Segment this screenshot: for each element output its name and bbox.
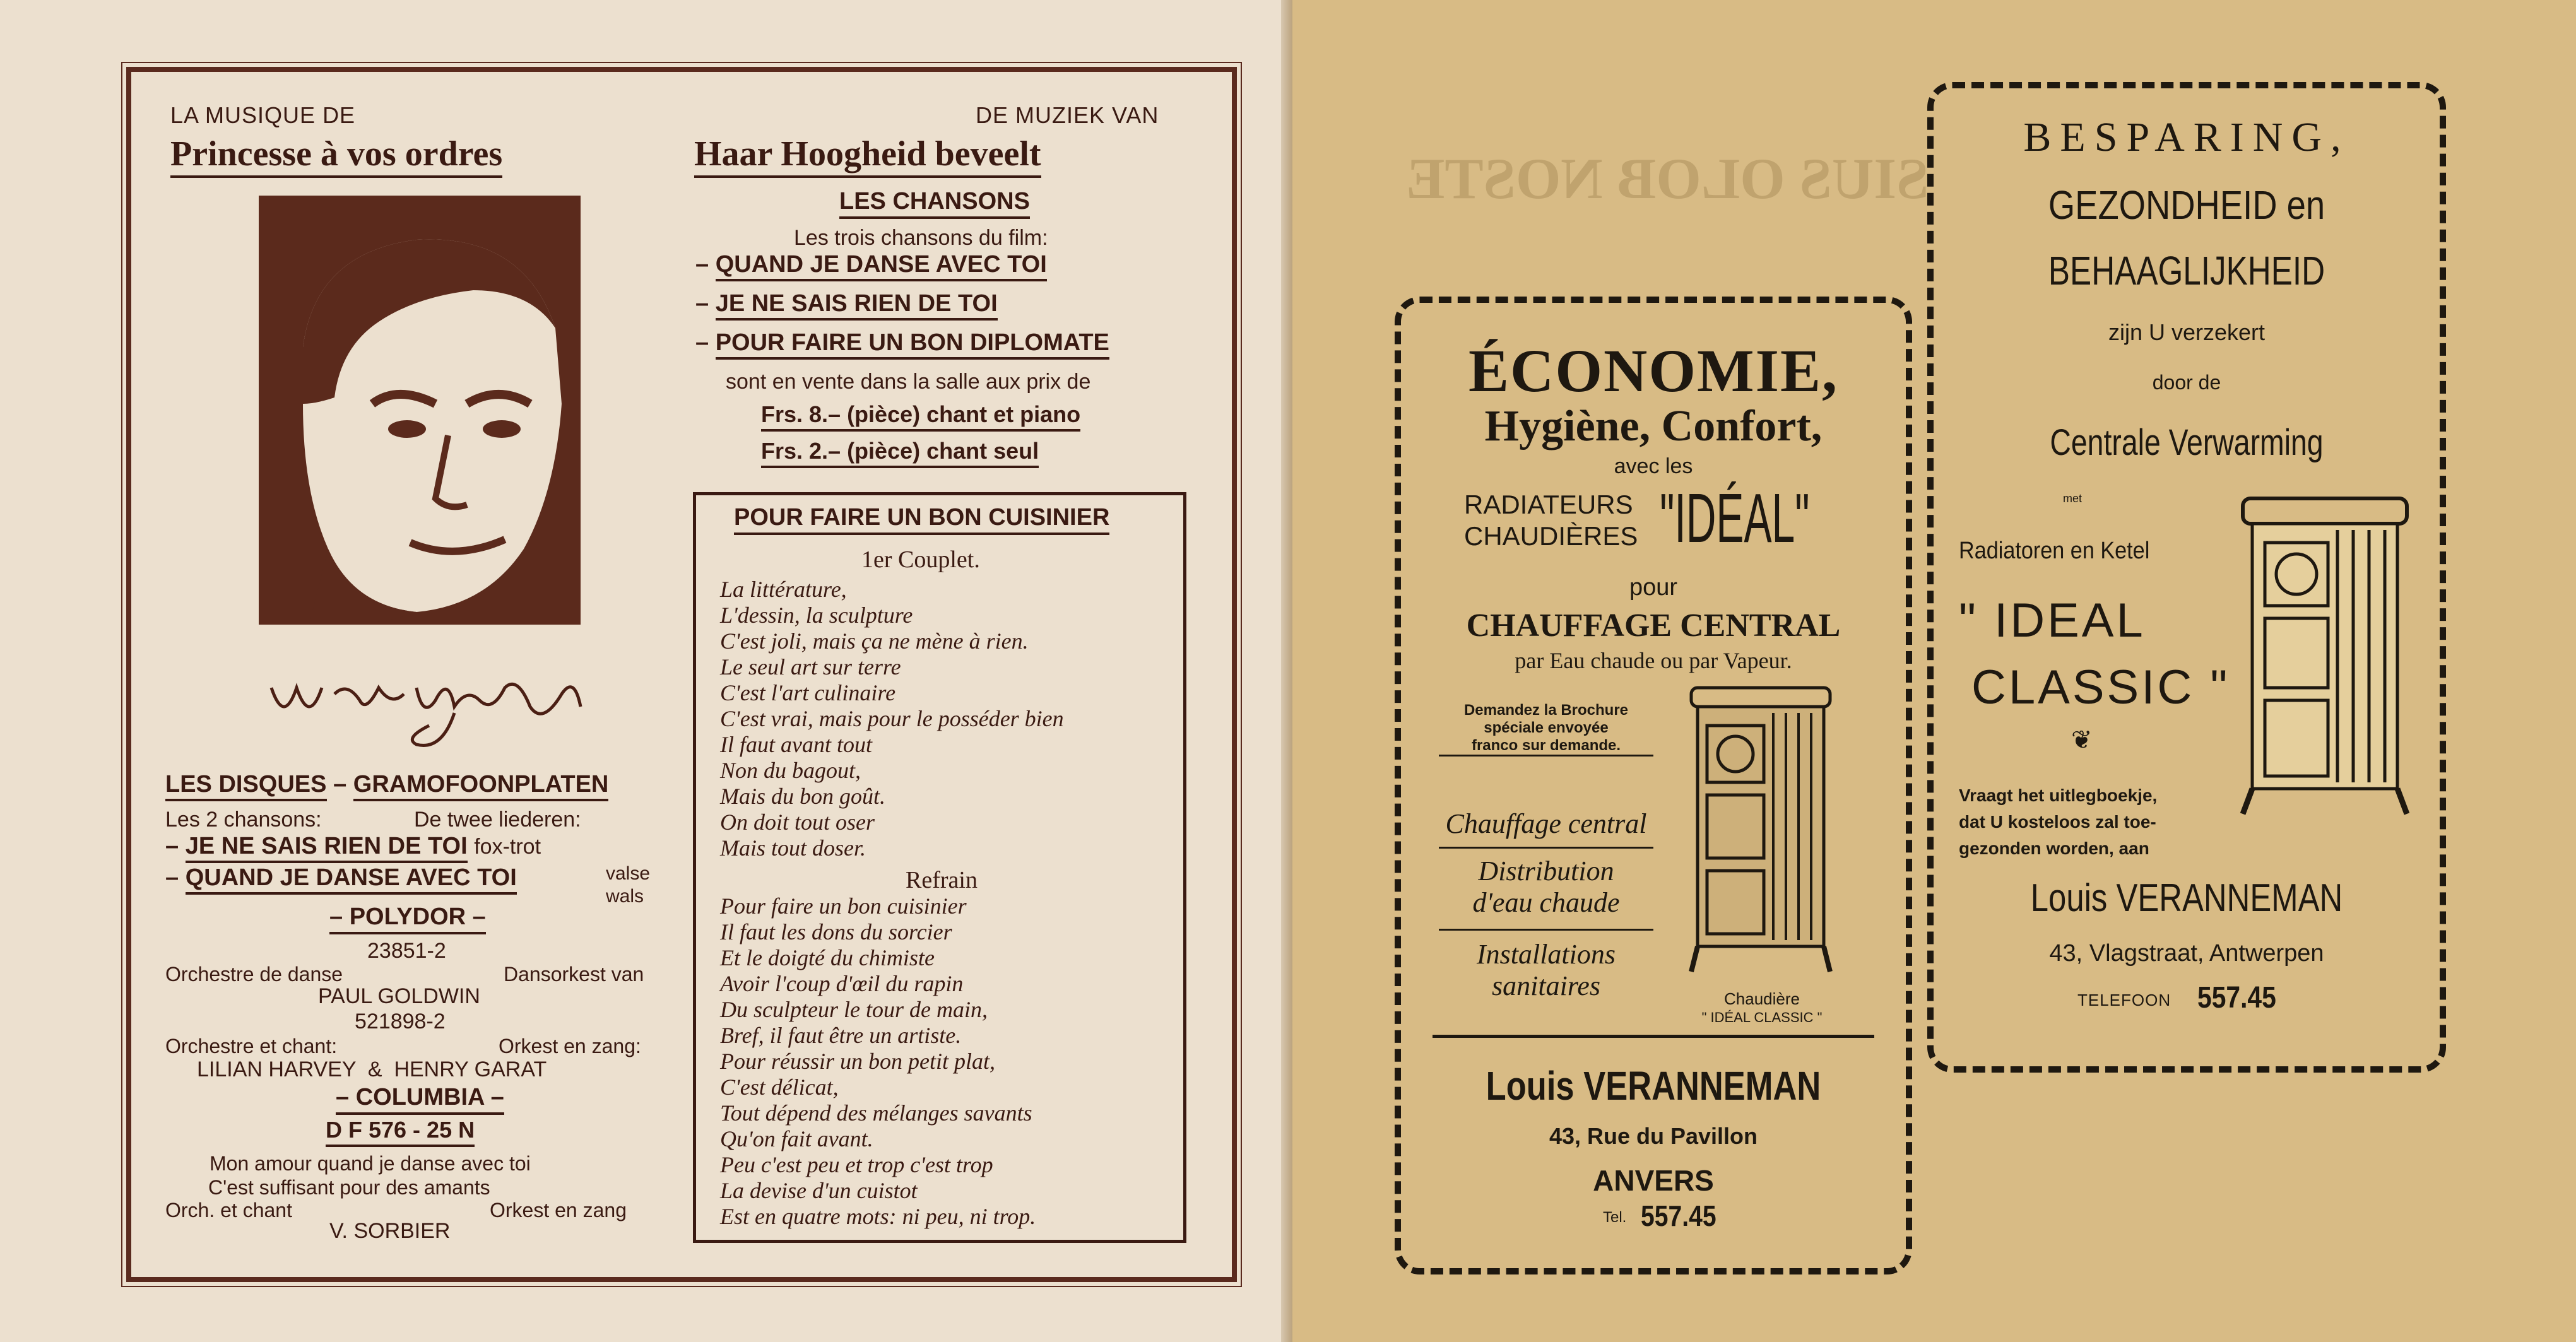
ad-nl-brand-1: " IDEAL — [1959, 594, 2146, 647]
poem-line: C'est joli, mais ça ne mène à rien. — [720, 628, 1029, 654]
ad-nl-line6: Centrale Verwarming — [2050, 422, 2324, 463]
chansons-intro: Les trois chansons du film: — [794, 226, 1048, 250]
ad-fr-line1: ÉCONOMIE, — [1468, 337, 1839, 404]
ad-nl-brand-2: CLASSIC " — [1971, 661, 2230, 714]
amour-orch-fr: Orch. et chant — [165, 1199, 292, 1221]
amour-orch-nl: Orkest en zang — [490, 1199, 627, 1221]
label-polydor: – POLYDOR – — [329, 903, 486, 934]
header-fr: LA MUSIQUE DE — [170, 102, 356, 128]
ad-fr-tel-label: Tel. — [1603, 1209, 1627, 1226]
ad-nl-dealer: Louis VERANNEMAN — [2030, 876, 2343, 920]
ad-nl-met: met — [2062, 492, 2082, 505]
ad-fr-line3: avec les — [1614, 454, 1693, 478]
poem-line: L'dessin, la sculpture — [720, 603, 913, 628]
poem-line: La littérature, — [720, 577, 847, 602]
ad-fr-feature-3: Installations sanitaires — [1476, 939, 1616, 1001]
ad-nl-line4: zijn U verzekert — [2108, 319, 2266, 345]
header-nl: DE MUZIEK VAN — [976, 102, 1159, 128]
ad-fr-address: 43, Rue du Pavillon — [1549, 1123, 1758, 1149]
ad-fr-divider-bottom — [1433, 1035, 1874, 1038]
ad-nl-tel-label: TELEFOON — [2077, 991, 2171, 1009]
orch-danse-nl: Dansorkest van — [504, 963, 644, 986]
disques-heading: LES DISQUES – GRAMOFOONPLATEN — [165, 771, 608, 798]
ad-fr-chauffage: CHAUFFAGE CENTRAL — [1466, 608, 1841, 644]
poem-line: Il faut avant tout — [720, 732, 872, 757]
ad-nl-address: 43, Vlagstraat, Antwerpen — [2049, 940, 2324, 967]
song-1: – QUAND JE DANSE AVEC TOI — [695, 251, 1047, 278]
poem-line: Il faut les dons du sorcier — [720, 919, 952, 945]
record-2: – QUAND JE DANSE AVEC TOI — [165, 864, 517, 892]
poem-line: C'est vrai, mais pour le posséder bien — [720, 706, 1064, 731]
poem-line: Pour réussir un bon petit plat, — [720, 1049, 996, 1074]
ad-nl-line7: Radiatoren en Ketel — [1959, 538, 2150, 564]
price-1: Frs. 8.– (pièce) chant et piano — [761, 401, 1080, 432]
poem-line: C'est l'art culinaire — [720, 680, 896, 705]
record-2-type-nl: wals — [606, 886, 644, 907]
label-columbia: – COLUMBIA – — [336, 1084, 504, 1115]
ad-ideal-fr — [1395, 297, 1912, 1274]
poem-line: Du sculpteur le tour de main, — [720, 997, 988, 1022]
two-songs-fr: Les 2 chansons: — [165, 808, 322, 832]
ad-nl-tel: 557.45 — [2197, 981, 2276, 1015]
ad-nl-line5: door de — [2152, 371, 2221, 394]
right-page — [1292, 0, 2576, 1342]
polydor-no-2: 521898-2 — [355, 1009, 446, 1033]
poem-line: Le seul art sur terre — [720, 654, 901, 680]
chansons-heading: LES CHANSONS — [839, 188, 1030, 219]
sale-text: sont en vente dans la salle aux prix de — [726, 370, 1091, 394]
refrain-label: Refrain — [906, 867, 978, 893]
ad-nl-line1: BESPARING, — [2023, 114, 2350, 160]
poem-line: Qu'on fait avant. — [720, 1126, 873, 1151]
poem-title: POUR FAIRE UN BON CUISINIER — [734, 504, 1109, 535]
ad-fr-pour: pour — [1629, 574, 1678, 601]
ad-fr-feature-1: Chauffage central — [1445, 808, 1647, 839]
title-fr: Princesse à vos ordres — [170, 134, 502, 178]
poem-line: Avoir l'coup d'œil du rapin — [720, 971, 964, 996]
composer-portrait — [259, 196, 581, 625]
poem-line: Est en quatre mots: ni peu, ni trop. — [720, 1204, 1036, 1229]
poem-line: Peu c'est peu et trop c'est trop — [720, 1152, 993, 1177]
song-3: – POUR FAIRE UN BON DIPLOMATE — [695, 329, 1109, 356]
composer-signature — [265, 650, 593, 760]
singers: LILIAN HARVEY & HENRY GARAT — [197, 1057, 547, 1081]
poem-line: Non du bagout, — [720, 758, 861, 783]
ad-fr-brochure: Demandez la Brochure spéciale envoyée franco sur demande. — [1439, 702, 1653, 756]
boiler-illustration-nl — [2236, 492, 2413, 823]
poem-line: Mais tout doser. — [720, 835, 866, 861]
poem-line: Tout dépend des mélanges savants — [720, 1100, 1032, 1126]
poem-line: Mais du bon goût. — [720, 784, 886, 809]
ad-fr-divider-1 — [1439, 847, 1653, 849]
boiler-illustration-fr — [1679, 681, 1843, 981]
poem-line: Bref, il faut être un artiste. — [720, 1023, 962, 1048]
poem-line: La devise d'un cuistot — [720, 1178, 918, 1203]
ad-fr-divider-2 — [1439, 929, 1653, 931]
ad-fr-caption-1: Chaudière — [1724, 989, 1800, 1008]
record-1: – JE NE SAIS RIEN DE TOI fox-trot — [165, 833, 541, 860]
poem-line: On doit tout oser — [720, 809, 875, 835]
columbia-no: D F 576 - 25 N — [326, 1117, 475, 1147]
ornament-icon: ❦ — [2071, 726, 2093, 754]
ad-fr-tel: 557.45 — [1641, 1199, 1716, 1232]
poem-line: Et le doigté du chimiste — [720, 945, 935, 970]
ad-fr-radiateurs: RADIATEURS — [1464, 490, 1633, 519]
record-2-type-fr: valse — [606, 863, 651, 884]
polydor-no-1: 23851-2 — [367, 939, 446, 963]
poem-line: C'est délicat, — [720, 1074, 839, 1100]
bleed-through-text: SIUS OLOB NOSTE — [1406, 146, 1929, 211]
amour-line-1: Mon amour quand je danse avec toi — [210, 1152, 531, 1175]
ad-fr-caption-2: " IDÉAL CLASSIC " — [1701, 1009, 1823, 1025]
poem-box — [693, 492, 1186, 1243]
two-songs-nl: De twee liederen: — [414, 808, 581, 832]
ad-fr-chaudieres: CHAUDIÈRES — [1464, 521, 1638, 551]
price-2: Frs. 2.– (pièce) chant seul — [761, 438, 1039, 468]
ad-fr-brand: "IDÉAL" — [1660, 480, 1810, 557]
orch-danse-fr: Orchestre de danse — [165, 963, 343, 986]
song-2: – JE NE SAIS RIEN DE TOI — [695, 290, 998, 317]
ad-fr-dealer: Louis VERANNEMAN — [1486, 1063, 1821, 1109]
ad-nl-vraagt: Vraagt het uitlegboekje, dat U kosteloos zal toe- gezonden worden, aan — [1959, 786, 2158, 858]
orch-chant-fr: Orchestre et chant: — [165, 1035, 338, 1057]
ad-fr-line2: Hygiène, Confort, — [1484, 402, 1823, 450]
ad-fr-feature-2: Distribution d'eau chaude — [1472, 856, 1620, 918]
ad-fr-city: ANVERS — [1593, 1164, 1714, 1197]
couplet-label: 1er Couplet. — [861, 546, 980, 573]
ad-nl-line2: GEZONDHEID en — [2048, 182, 2325, 228]
poem-line: Pour faire un bon cuisinier — [720, 893, 967, 919]
orch-chant-nl: Orkest en zang: — [499, 1035, 641, 1057]
ad-ideal-nl — [1927, 82, 2446, 1073]
ad-nl-line3: BEHAAGLIJKHEID — [2048, 248, 2325, 293]
orch-name: PAUL GOLDWIN — [318, 984, 480, 1008]
ad-fr-par: par Eau chaude ou par Vapeur. — [1515, 648, 1792, 673]
amour-artist: V. SORBIER — [329, 1219, 451, 1243]
amour-line-2: C'est suffisant pour des amants — [208, 1176, 490, 1199]
title-nl: Haar Hoogheid beveelt — [694, 134, 1041, 178]
